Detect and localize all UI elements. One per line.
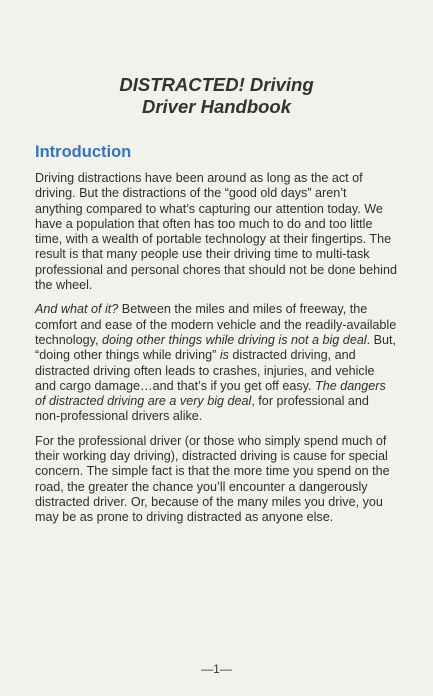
page-number: —1—	[201, 662, 232, 676]
p2-italic-phrase-2: The dangers of distracted driving are a very big deal	[35, 378, 386, 409]
title-line-1: DISTRACTED! Driving	[119, 74, 314, 95]
title-line-2: Driver Handbook	[141, 96, 292, 117]
section-body	[35, 171, 397, 535]
page-title	[0, 74, 433, 118]
section-heading: Introduction	[35, 143, 132, 161]
paragraph-3: For the professional driver (or those who simply spend much of their working day driving), distracted driving is cause for special concern. The simple fact is that the more time you spend on the road, the greater the chance you’ll encounter a dangerously distracted driver. Or, because of the many miles you drive, you may be as prone to driving distracted as anyone else.	[35, 433, 390, 525]
paragraph-1: Driving distractions have been around as long as the act of driving. But the distractions of the “good old days” aren’t anything compared to what’s capturing our attention today. We have a population that often has too much to do and too little time, with a wealth of portable technology at their fingertips. The result is that many people use their driving time to multi-task professional and personal chores that should not be done behind the wheel.	[35, 171, 397, 293]
p2-text-1: Between the miles and miles of freeway, the comfort and ease of the modern vehicle and the readily-available technology,	[35, 302, 397, 347]
p2-text-2: . But, “doing other things while driving”	[35, 332, 397, 363]
p2-italic-is: is	[219, 348, 229, 363]
p2-italic-question: And what of it?	[35, 302, 119, 317]
p2-text-3: distracted driving, and distracted driving often leads to crashes, injuries, and vehicle and cargo damage…and that’s if you get off easy.	[35, 348, 375, 393]
paragraph-2	[35, 302, 397, 424]
p2-italic-phrase-1: doing other things while driving is not a big deal	[101, 332, 367, 347]
p2-text-4: , for professional and non-professional drivers alike.	[35, 394, 369, 424]
